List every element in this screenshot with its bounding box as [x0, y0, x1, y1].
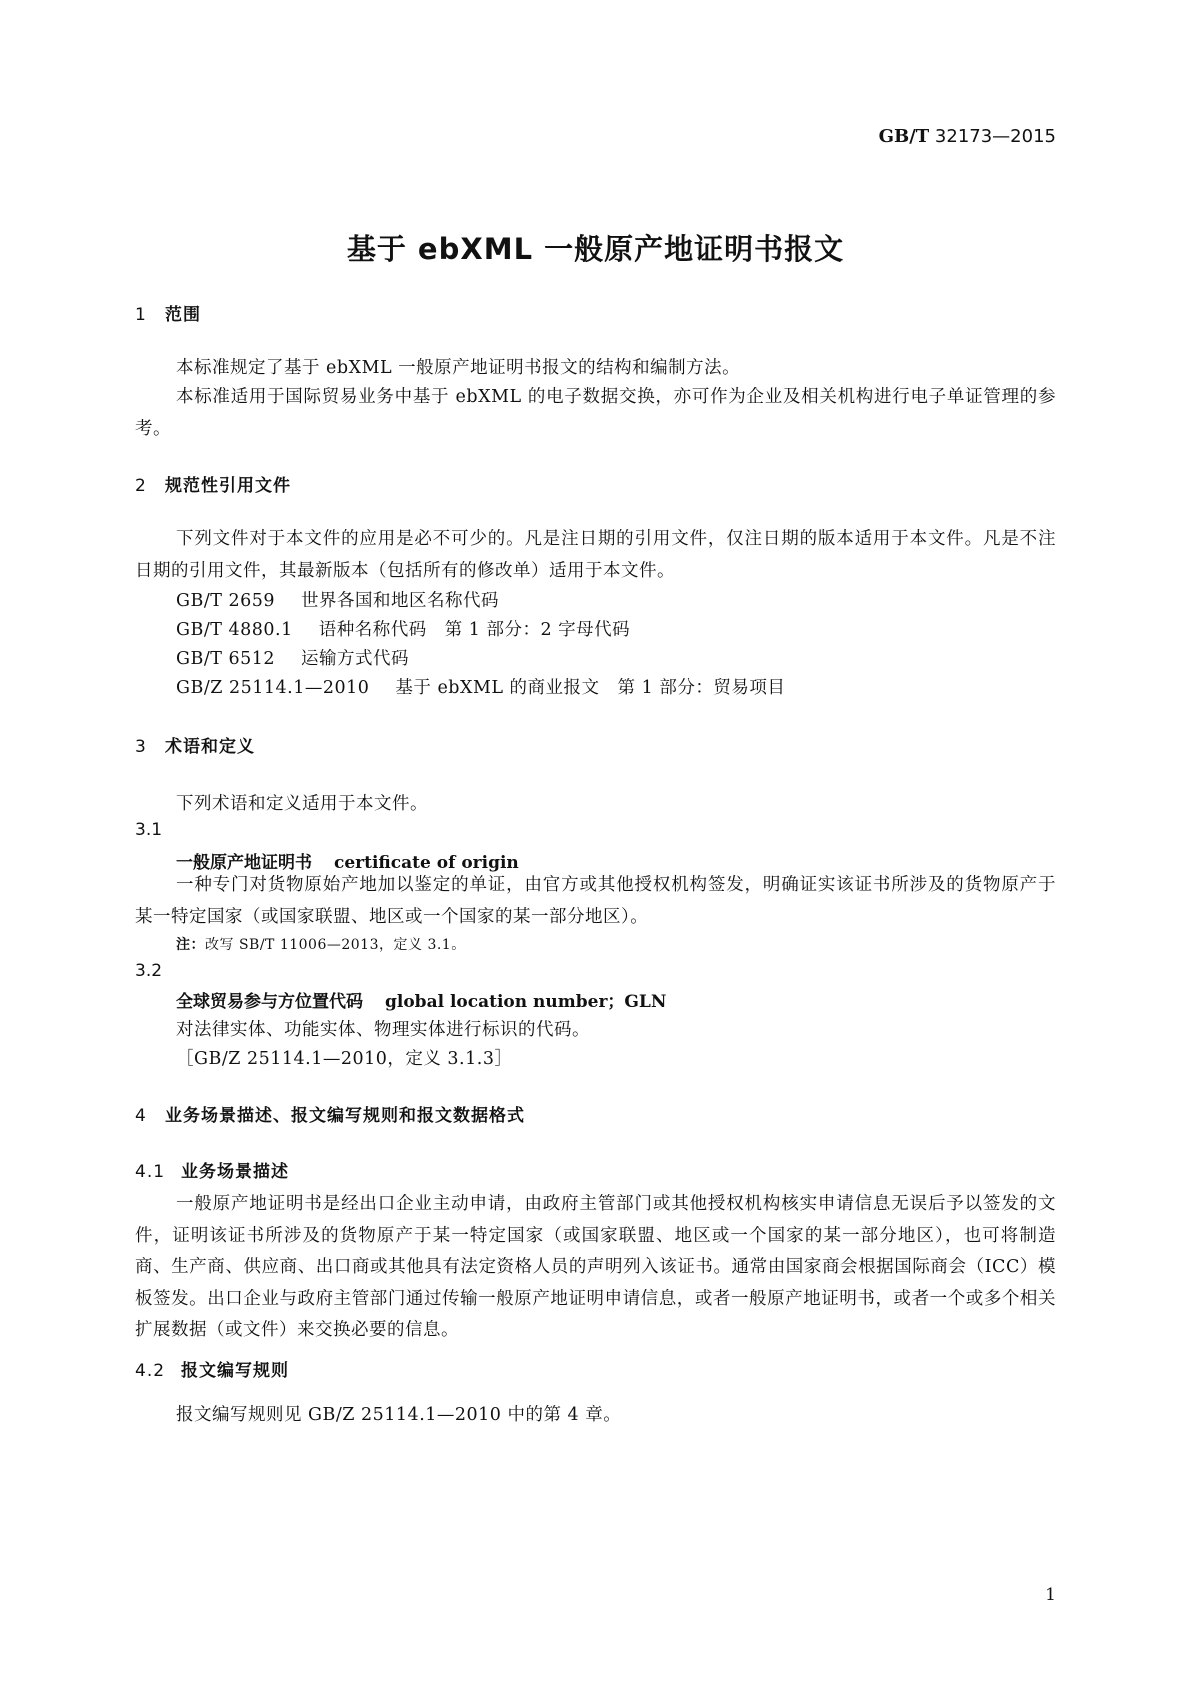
section-title: 规范性引用文件: [165, 476, 291, 496]
section-1-paragraph-2: 本标准适用于国际贸易业务中基于 ebXML 的电子数据交换，亦可作为企业及相关机构进行电子单证管理的参考。: [135, 387, 1056, 439]
reference-name: 运输方式代码: [301, 649, 410, 669]
note-label: 注：: [176, 937, 205, 953]
section-title: 范围: [165, 305, 201, 325]
section-4-2-paragraph-1: 报文编写规则见 GB/Z 25114.1—2010 中的第 4 章。: [176, 1405, 622, 1425]
term-number: 3.2: [135, 961, 163, 981]
section-number: 1: [135, 305, 147, 325]
standard-header: [879, 126, 1056, 147]
term-heading: [176, 987, 666, 1012]
section-title: 业务场景描述、报文编写规则和报文数据格式: [165, 1106, 525, 1126]
standard-prefix: GB/T: [878, 126, 930, 147]
section-4-2-heading: [135, 1356, 289, 1381]
note-text: 改写 SB/T 11006—2013，定义 3.1。: [205, 937, 466, 953]
section-title: 报文编写规则: [181, 1361, 289, 1381]
reference-code: GB/Z 25114.1—2010: [176, 678, 370, 698]
section-1-paragraph-1: 本标准规定了基于 ebXML 一般原产地证明书报文的结构和编制方法。: [176, 358, 741, 378]
reference-name: 语种名称代码 第 1 部分：2 字母代码: [318, 620, 631, 640]
term-definition: 一种专门对货物原始产地加以鉴定的单证，由官方或其他授权机构签发，明确证实该证书所涉及的货物原产于某一特定国家（或国家联盟、地区或一个国家的某一部分地区）。: [135, 875, 1056, 927]
term-definition: 对法律实体、功能实体、物理实体进行标识的代码。: [176, 1020, 590, 1040]
section-number: 4.1: [135, 1162, 166, 1182]
section-4-heading: [135, 1101, 525, 1126]
document-title: 基于 ebXML 一般原产地证明书报文: [346, 232, 845, 266]
section-number: 4.2: [135, 1361, 166, 1381]
term-zh: 全球贸易参与方位置代码: [176, 992, 363, 1012]
reference-item: [176, 674, 785, 699]
reference-item: [176, 616, 630, 641]
reference-code: GB/T 6512: [176, 649, 276, 669]
section-title: 术语和定义: [165, 737, 255, 757]
section-number: 3: [135, 737, 147, 757]
section-3-heading: [135, 732, 255, 757]
section-1-heading: [135, 300, 201, 325]
term-zh: 一般原产地证明书: [176, 853, 312, 873]
term-en: global location number；GLN: [385, 992, 667, 1012]
section-2-heading: [135, 471, 291, 496]
reference-name: 基于 ebXML 的商业报文 第 1 部分：贸易项目: [395, 678, 786, 698]
section-4-1-paragraph-1: 一般原产地证明书是经出口企业主动申请，由政府主管部门或其他授权机构核实申请信息无误后予以签发的文件，证明该证书所涉及的货物原产于某一特定国家（或国家联盟、地区或一个国家的某一部分地区），也可将制造商、生产商、供应商、出口商或其他具有法定资格人员的声明列入该证书。通常由国家商会根据国际商会（ICC）模板签发。出口企业与政府主管部门通过传输一般原产地证明申请信息，或者一般原产地证明书，或者一个或多个相关扩展数据（或文件）来交换必要的信息。: [135, 1194, 1056, 1340]
reference-code: GB/T 4880.1: [176, 620, 293, 640]
reference-item: [176, 587, 499, 612]
term-note: [176, 934, 466, 954]
section-number: 2: [135, 476, 147, 496]
section-4-1-heading: [135, 1157, 289, 1182]
reference-code: GB/T 2659: [176, 591, 276, 611]
section-2-paragraph-1: 下列文件对于本文件的应用是必不可少的。凡是注日期的引用文件，仅注日期的版本适用于本文件。凡是不注日期的引用文件，其最新版本（包括所有的修改单）适用于本文件。: [135, 529, 1056, 581]
term-number: 3.1: [135, 820, 163, 840]
section-title: 业务场景描述: [181, 1162, 289, 1182]
reference-item: [176, 645, 409, 670]
section-3-paragraph-1: 下列术语和定义适用于本文件。: [176, 794, 428, 814]
term-en: certificate of origin: [334, 853, 519, 873]
page-number: 1: [1045, 1585, 1056, 1605]
term-source: ［GB/Z 25114.1—2010，定义 3.1.3］: [176, 1049, 513, 1069]
section-number: 4: [135, 1106, 147, 1126]
standard-number: 32173—2015: [934, 126, 1056, 147]
reference-name: 世界各国和地区名称代码: [301, 591, 500, 611]
